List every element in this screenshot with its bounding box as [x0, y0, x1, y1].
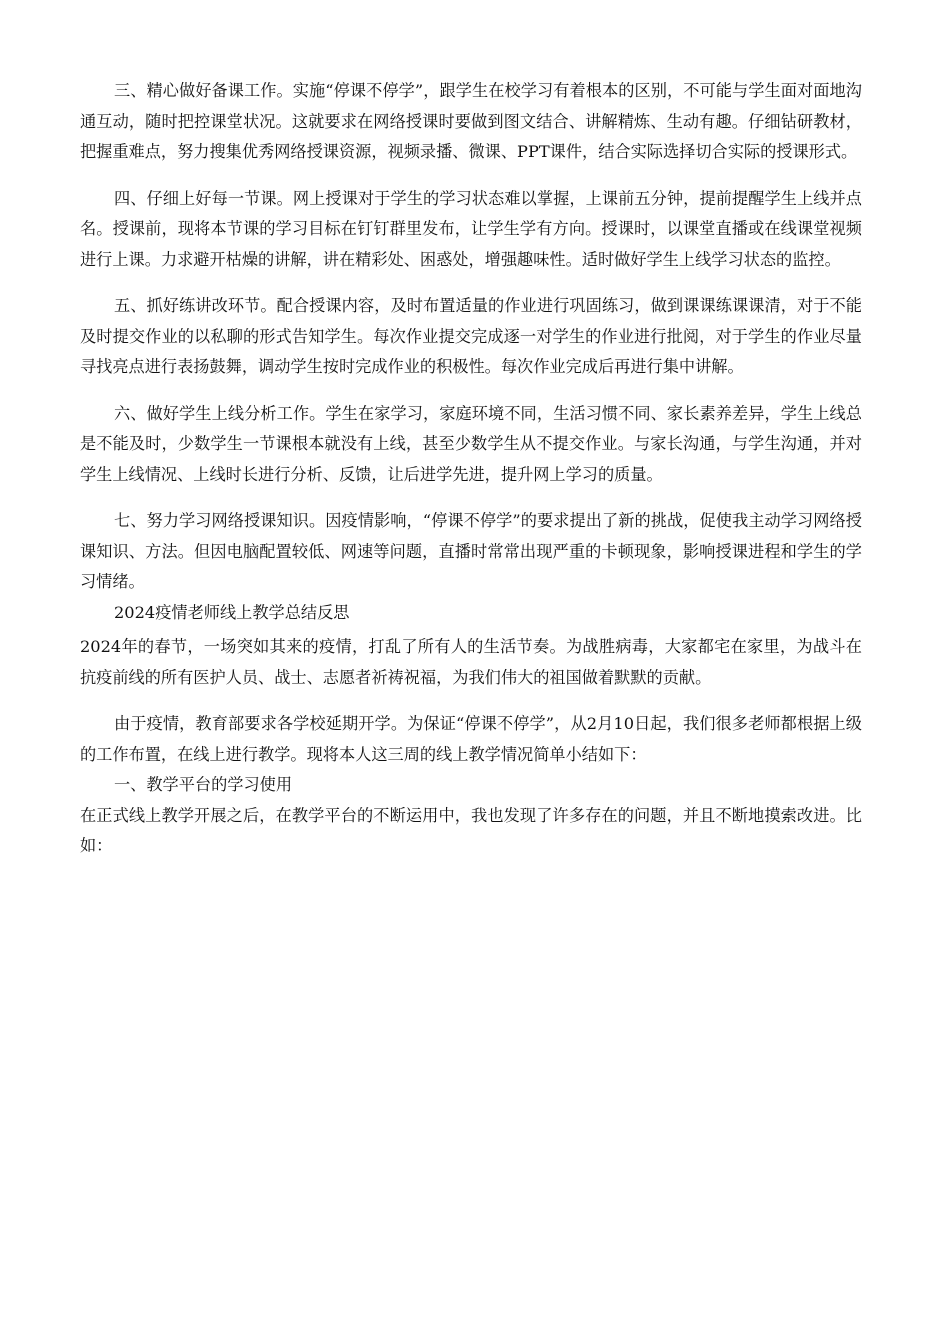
paragraph-3-preparation: 三、精心做好备课工作。实施“停课不停学”，跟学生在校学习有着根本的区别，不可能与学生面对面地沟通互动，随时把控课堂状况。这就要求在网络授课时要做到图文结合、讲解精炼、生动有趣。仔细钻研教材，把握重难点，努力搜集优秀网络授课资源，视频录播、微课、PPT课件，结合实际选择切合实际的授课形式。	[80, 81, 862, 161]
paragraph-7-learning: 七、努力学习网络授课知识。因疫情影响，“停课不停学”的要求提出了新的挑战，促使我主动学习网络授课知识、方法。但因电脑配置较低、网速等问题，直播时常常出现严重的卡顿现象，影响授课进程和学生的学习情绪。	[80, 511, 862, 591]
closing-paragraph: 在正式线上教学开展之后，在教学平台的不断运用中，我也发现了许多存在的问题，并且不断地摸索改进。比如：	[80, 805, 862, 855]
background-paragraph: 由于疫情，教育部要求各学校延期开学。为保证“停课不停学”，从2月10日起，我们很多老师都根据上级的工作布置，在线上进行教学。现将本人这三周的线上教学情况简单小结如下：	[80, 714, 862, 764]
paragraph-6-analysis: 六、做好学生上线分析工作。学生在家学习，家庭环境不同，生活习惯不同、家长素养差异，学生上线总是不能及时，少数学生一节课根本就没有上线，甚至少数学生从不提交作业。与家长沟通，与学生沟通，并对学生上线情况、上线时长进行分析、反馈，让后进学先进，提升网上学习的质量。	[80, 403, 862, 484]
paragraph-5-homework: 五、抓好练讲改环节。配合授课内容，及时布置适量的作业进行巩固练习，做到课课练课课清，对于不能及时提交作业的以私聊的形式告知学生。每次作业提交完成逐一对学生的作业进行批阅，对于学生的作业尽量寻找亮点进行表扬鼓舞，调动学生按时完成作业的积极性。每次作业完成后再进行集中讲解。	[80, 296, 862, 376]
subheading-platform: 一、教学平台的学习使用	[114, 775, 293, 794]
document-page	[80, 76, 862, 862]
paragraph-4-lessons: 四、仔细上好每一节课。网上授课对于学生的学习状态难以掌握，上课前五分钟，提前提醒学生上线并点名。授课前，现将本节课的学习目标在钉钉群里发布，让学生学有方向。授课时，以课堂直播或在线课堂视频进行上课。力求避开枯燥的讲解，讲在精彩处、困惑处，增强趣味性。适时做好学生上线学习状态的监控。	[80, 188, 862, 269]
section-title: 2024疫情老师线上教学总结反思	[114, 602, 350, 622]
intro-paragraph: 2024年的春节，一场突如其来的疫情，打乱了所有人的生活节奏。为战胜病毒，大家都宅在家里，为战斗在抗疫前线的所有医护人员、战士、志愿者祈祷祝福，为我们伟大的祖国做着默默的贡献。	[80, 637, 862, 687]
